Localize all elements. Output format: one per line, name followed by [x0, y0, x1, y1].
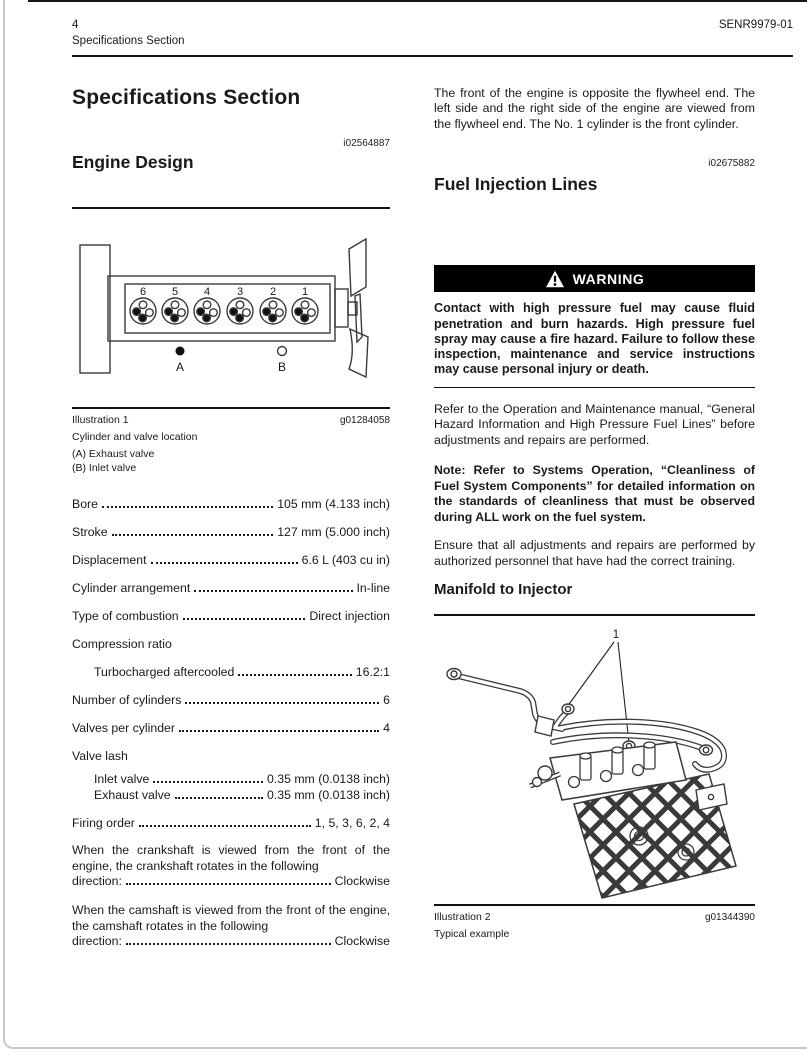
- spec-row-cylinder-arrangement: Cylinder arrangement In-line: [72, 581, 390, 596]
- refer-paragraph: Refer to the Operation and Maintenance manual, “General Hazard Information and High Pressure Fuel Lines” before adjustments and repairs are performed.: [434, 402, 755, 447]
- spec-row-turbocharged-aftercooled: Turbocharged aftercooled 16.2:1: [94, 665, 390, 680]
- fan-blades-shape: [349, 239, 368, 377]
- fuel-lines-diagram: [434, 624, 755, 904]
- marker-b-label: B: [277, 360, 287, 374]
- dot-leader: [185, 702, 379, 704]
- header-rule: [72, 55, 793, 57]
- illustration-1-code: g01284058: [339, 415, 390, 426]
- marker-a-label: A: [175, 360, 185, 374]
- illustration-1-caption-head: [72, 414, 390, 426]
- warning-header-bar: [434, 265, 755, 292]
- spec-row-exhaust-valve: Exhaust valve 0.35 mm (0.0138 inch): [94, 788, 390, 803]
- illustration-1-label: Illustration 1: [72, 414, 129, 426]
- flywheel-shape: [80, 245, 110, 373]
- engine-orientation-paragraph: The front of the engine is opposite the flywheel end. The left side and the right side of the engine are viewed from the flywheel end. The No. 1 cylinder is the front cylinder.: [434, 86, 755, 131]
- illustration-1-frame: [72, 207, 390, 409]
- cylinder-number: 6: [139, 286, 147, 298]
- note-paragraph: Note: Refer to Systems Operation, “Cleanliness of Fuel System Components” for detailed information on the standards of cleanliness that must be observed during ALL work on the fuel system.: [434, 463, 755, 524]
- dot-leader: [153, 781, 263, 783]
- illustration-2-frame: [434, 614, 755, 906]
- camshaft-rotation-note: When the camshaft is viewed from the front of the engine, the camshaft rotates in the following direction: Clockwise: [72, 903, 390, 949]
- sub-heading-manifold-to-injector: Manifold to Injector: [434, 581, 573, 599]
- pub-id-fuel-injection-lines: i02675882: [708, 158, 755, 170]
- crankshaft-rotation-note: When the crankshaft is viewed from the front of the engine, the crankshaft rotates in the following direction: Clockwise: [72, 843, 390, 889]
- dot-leader: [102, 506, 273, 508]
- page-header: [72, 18, 793, 49]
- spec-row-type-of-combustion: Type of combustion Direct injection: [72, 609, 390, 624]
- left-column: [72, 75, 390, 948]
- warning-box: [434, 265, 755, 388]
- illustration-2-caption-head: [434, 911, 755, 923]
- spec-row-firing-order: Firing order 1, 5, 3, 6, 2, 4: [72, 816, 390, 831]
- dot-leader: [183, 618, 306, 620]
- dot-leader: [139, 825, 311, 827]
- illustration-2-caption: Typical example: [434, 928, 510, 941]
- legend-inlet-valve: (B) Inlet valve: [72, 461, 137, 474]
- cylinder-number: 2: [269, 286, 277, 298]
- shaft-stub-shape: [335, 289, 348, 327]
- document-number: SENR9979-01: [718, 19, 793, 31]
- spec-row-stroke: Stroke 127 mm (5.000 inch): [72, 525, 390, 540]
- illustration-2-label: Illustration 2: [434, 911, 491, 924]
- warning-title: WARNING: [572, 270, 645, 287]
- spec-row-displacement: Displacement 6.6 L (403 cu in): [72, 553, 390, 568]
- topic-heading-engine-design: Engine Design: [72, 152, 194, 172]
- spec-row-compression-ratio: Compression ratio: [72, 637, 172, 652]
- ensure-paragraph: Ensure that all adjustments and repairs are performed by authorized personnel that have had the correct training.: [434, 538, 755, 568]
- spec-row-inlet-valve: Inlet valve 0.35 mm (0.0138 inch): [94, 772, 390, 787]
- spec-row-bore: Bore 105 mm (4.133 inch): [72, 497, 390, 512]
- dot-leader: [194, 590, 352, 592]
- section-heading: Specifications Section: [72, 86, 301, 109]
- inlet-valve-marker: [278, 347, 287, 356]
- warning-triangle-icon: [545, 270, 565, 288]
- dot-leader: [126, 883, 331, 885]
- engine-diagram: [72, 225, 390, 383]
- topic-heading-fuel-injection-lines: Fuel Injection Lines: [434, 174, 598, 195]
- dot-leader: [126, 943, 331, 945]
- illustration-2-code: g01344390: [704, 912, 755, 924]
- spec-row-number-of-cylinders: Number of cylinders 6: [72, 693, 390, 708]
- engine-spec-list: [72, 497, 390, 830]
- dot-leader: [112, 534, 274, 536]
- callout-1-label: 1: [612, 629, 620, 642]
- illustration-1-caption: Cylinder and valve location: [72, 431, 198, 443]
- cylinders: [130, 298, 318, 324]
- dot-leader: [238, 674, 351, 676]
- legend-exhaust-valve: (A) Exhaust valve: [72, 448, 155, 460]
- cylinder-number: 3: [236, 286, 244, 298]
- cylinder-number: 1: [301, 286, 309, 298]
- dot-leader: [175, 797, 263, 799]
- cylinder-number: 5: [171, 286, 179, 298]
- cylinder-numbers: [140, 286, 308, 298]
- header-section-title: Specifications Section: [72, 34, 185, 47]
- exhaust-valve-marker: [176, 347, 185, 356]
- page-top-edge: [28, 0, 807, 2]
- dot-leader: [151, 562, 298, 564]
- spec-row-valve-lash: Valve lash: [72, 749, 128, 764]
- page-number: 4: [72, 19, 79, 31]
- cylinder-number: 4: [203, 286, 211, 298]
- pub-id-engine-design: i02564887: [343, 138, 390, 149]
- warning-text: Contact with high pressure fuel may cause fluid penetration and burn hazards. High pressure fuel spray may cause a fire hazard. Failure to follow these inspection, maintenance and service instructions may cause personal injury or death.: [434, 301, 755, 376]
- spec-row-valves-per-cylinder: Valves per cylinder 4: [72, 721, 390, 736]
- dot-leader: [179, 730, 379, 732]
- right-column: [434, 75, 755, 940]
